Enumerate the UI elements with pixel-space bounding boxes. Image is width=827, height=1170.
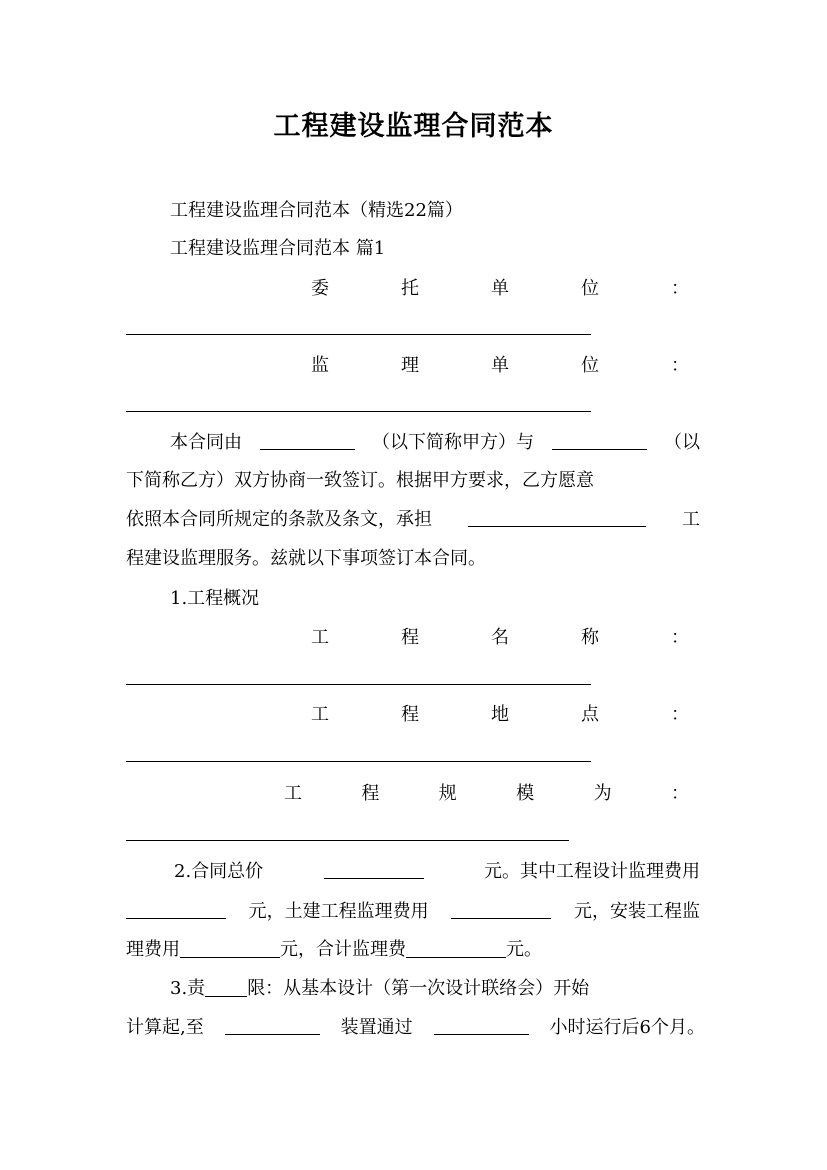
client-unit-blank[interactable]	[126, 334, 591, 335]
intro-text: 本合同由	[170, 432, 242, 453]
label-char: ：	[671, 278, 689, 299]
section-2-text: 元，合计监理费	[280, 939, 406, 960]
section-2-line-2	[126, 900, 700, 924]
intro-line-1	[170, 431, 700, 455]
label-char: 程	[401, 627, 419, 648]
label-char: ：	[671, 627, 689, 648]
label-char: 名	[491, 627, 509, 648]
label-char: 称	[581, 627, 599, 648]
section-2-text: 元。	[506, 939, 542, 960]
install-fee-blank[interactable]	[180, 939, 280, 958]
total-fee-blank[interactable]	[406, 939, 506, 958]
party-b-blank[interactable]	[552, 431, 647, 450]
section-3-text: 计算起,至	[126, 1017, 204, 1038]
section-3-text: 装置通过	[340, 1017, 413, 1038]
supervisor-unit-blank[interactable]	[126, 411, 591, 412]
section-3-text: 小时运行后6个月。	[549, 1017, 705, 1038]
section-3-line-1	[170, 977, 700, 1001]
client-unit-label	[311, 277, 689, 301]
section-1-heading: 1.工程概况	[170, 588, 260, 609]
section-2-text: 元。其中工程设计监理费用	[484, 861, 700, 882]
label-char: 工	[311, 704, 329, 725]
section-2-line-1	[174, 860, 700, 884]
intro-text: 工	[682, 509, 700, 530]
supervisor-unit-label	[311, 354, 689, 378]
section-3-text: 限：从基本设计（第一次设计联络会）开始	[247, 978, 590, 999]
project-site-label	[311, 703, 689, 727]
label-char: 规	[438, 783, 457, 804]
label-char: 程	[401, 704, 419, 725]
section-2-text: 2.合同总价	[174, 861, 264, 882]
label-char: ：	[671, 704, 689, 725]
label-char: 委	[311, 278, 329, 299]
hours-blank[interactable]	[434, 1016, 529, 1035]
label-char: 地	[491, 704, 509, 725]
label-char: 位	[581, 355, 599, 376]
label-char: 理	[401, 355, 419, 376]
project-name-label	[311, 626, 689, 650]
label-char: 位	[581, 278, 599, 299]
section-2-text: 元，安装工程监	[573, 901, 700, 922]
label-char: ：	[671, 355, 689, 376]
responsibility-blank[interactable]	[205, 978, 247, 997]
until-blank[interactable]	[225, 1016, 320, 1035]
project-scale-blank[interactable]	[126, 840, 569, 841]
section-2-text: 元，土建工程监理费用	[248, 901, 429, 922]
section-3-text: 3.责	[170, 978, 206, 999]
intro-text: 依照本合同所规定的条款及条文，承担	[126, 509, 432, 530]
undertake-blank[interactable]	[468, 508, 646, 527]
document-subtitle: 工程建设监理合同范本（精选22篇）	[170, 200, 463, 221]
section-3-line-2	[126, 1016, 705, 1040]
civil-fee-blank[interactable]	[451, 900, 551, 919]
project-name-blank[interactable]	[126, 684, 591, 685]
label-char: 单	[491, 278, 509, 299]
label-char: 工	[284, 783, 302, 804]
section-heading: 工程建设监理合同范本 篇1	[170, 238, 386, 259]
document-title: 工程建设监理合同范本	[273, 111, 554, 142]
label-char: ：	[670, 783, 689, 804]
label-char: 点	[581, 704, 599, 725]
section-2-line-3	[126, 938, 700, 962]
label-char: 为	[593, 783, 612, 804]
intro-text: （以	[664, 432, 700, 453]
label-char: 单	[491, 355, 509, 376]
intro-line-3	[126, 508, 700, 532]
party-a-blank[interactable]	[260, 431, 355, 450]
intro-line-2: 下简称乙方）双方协商一致签订。根据甲方要求，乙方愿意	[126, 470, 594, 491]
intro-text: （以下简称甲方）与	[372, 432, 534, 453]
label-char: 模	[516, 783, 535, 804]
label-char: 托	[401, 278, 419, 299]
intro-line-4: 程建设监理服务。兹就以下事项签订本合同。	[126, 548, 486, 569]
total-price-blank[interactable]	[324, 860, 424, 879]
design-fee-blank[interactable]	[126, 900, 226, 919]
project-scale-label	[284, 782, 689, 806]
project-site-blank[interactable]	[126, 761, 591, 762]
label-char: 工	[311, 627, 329, 648]
label-char: 监	[311, 355, 329, 376]
section-2-text: 理费用	[126, 939, 180, 960]
label-char: 程	[361, 783, 380, 804]
